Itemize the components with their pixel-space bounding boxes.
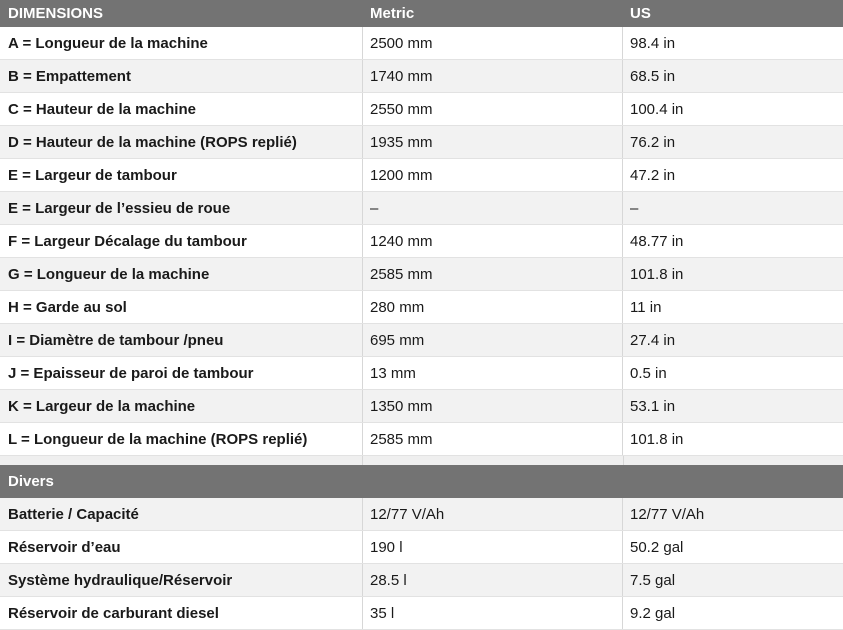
row-us-value: 47.2 in (622, 159, 843, 191)
row-metric-value: 2550 mm (362, 93, 622, 125)
row-label: F = Largeur Décalage du tambour (8, 232, 247, 250)
row-us-value: 101.8 in (622, 423, 843, 455)
table-row (0, 27, 843, 60)
row-metric-value: 2585 mm (362, 258, 622, 290)
row-label: D = Hauteur de la machine (ROPS replié) (8, 133, 297, 151)
dimensions-header-row (0, 0, 843, 27)
row-us-value: 68.5 in (622, 60, 843, 92)
row-label: Réservoir d’eau (8, 538, 121, 556)
table-row (0, 192, 843, 225)
table-row (0, 60, 843, 93)
row-metric-value: 1935 mm (362, 126, 622, 158)
row-us-value: 101.8 in (622, 258, 843, 290)
section-spacer-row (0, 456, 843, 465)
row-label: E = Largeur de tambour (8, 166, 177, 184)
table-row (0, 93, 843, 126)
table-row (0, 390, 843, 423)
row-metric-value: 35 l (362, 597, 622, 629)
row-metric-value: 695 mm (362, 324, 622, 356)
table-row (0, 357, 843, 390)
row-metric-value: 280 mm (362, 291, 622, 323)
row-label: B = Empattement (8, 67, 131, 85)
row-us-value: 12/77 V/Ah (622, 498, 843, 530)
row-metric-value: 1240 mm (362, 225, 622, 257)
row-label: E = Largeur de l’essieu de roue (8, 199, 231, 217)
row-us-value: 27.4 in (622, 324, 843, 356)
row-us-value: 48.77 in (622, 225, 843, 257)
row-metric-value: – (362, 192, 622, 224)
row-metric-value: 2585 mm (362, 423, 622, 455)
row-label: G = Longueur de la machine (8, 265, 210, 283)
table-row (0, 225, 843, 258)
spacer-cell (0, 456, 362, 465)
dimensions-header-label: DIMENSIONS (8, 5, 104, 22)
table-row (0, 126, 843, 159)
row-label: H = Garde au sol (8, 298, 127, 316)
row-metric-value: 12/77 V/Ah (362, 498, 622, 530)
row-us-value: 98.4 in (622, 27, 843, 59)
row-metric-value: 13 mm (362, 357, 622, 389)
row-metric-value: 2500 mm (362, 27, 622, 59)
row-metric-value: 1200 mm (362, 159, 622, 191)
table-row (0, 324, 843, 357)
row-us-value: 50.2 gal (622, 531, 843, 563)
row-us-value: 100.4 in (622, 93, 843, 125)
table-row (0, 498, 843, 531)
metric-column-header: Metric (370, 5, 415, 22)
row-label: Réservoir de carburant diesel (8, 604, 219, 622)
row-metric-value: 1740 mm (362, 60, 622, 92)
row-us-value: – (622, 192, 843, 224)
table-row (0, 291, 843, 324)
row-label: K = Largeur de la machine (8, 397, 196, 415)
row-metric-value: 28.5 l (362, 564, 622, 596)
row-label: L = Longueur de la machine (ROPS replié) (8, 430, 308, 448)
spacer-cell (623, 456, 843, 465)
row-label: Batterie / Capacité (8, 505, 139, 523)
row-us-value: 9.2 gal (622, 597, 843, 629)
row-us-value: 11 in (622, 291, 843, 323)
table-row (0, 531, 843, 564)
row-label: Système hydraulique/Réservoir (8, 571, 233, 589)
table-row (0, 159, 843, 192)
divers-header-row (0, 465, 843, 498)
row-us-value: 53.1 in (622, 390, 843, 422)
us-column-header: US (630, 5, 651, 22)
row-us-value: 0.5 in (622, 357, 843, 389)
table-row (0, 258, 843, 291)
spacer-cell (362, 456, 623, 465)
row-label: I = Diamètre de tambour /pneu (8, 331, 224, 349)
row-label: A = Longueur de la machine (8, 34, 208, 52)
table-row (0, 423, 843, 456)
table-row (0, 597, 843, 630)
table-row (0, 564, 843, 597)
row-metric-value: 190 l (362, 531, 622, 563)
divers-header-label: Divers (8, 473, 54, 490)
row-label: J = Epaisseur de paroi de tambour (8, 364, 254, 382)
row-label: C = Hauteur de la machine (8, 100, 196, 118)
row-us-value: 7.5 gal (622, 564, 843, 596)
row-metric-value: 1350 mm (362, 390, 622, 422)
row-us-value: 76.2 in (622, 126, 843, 158)
